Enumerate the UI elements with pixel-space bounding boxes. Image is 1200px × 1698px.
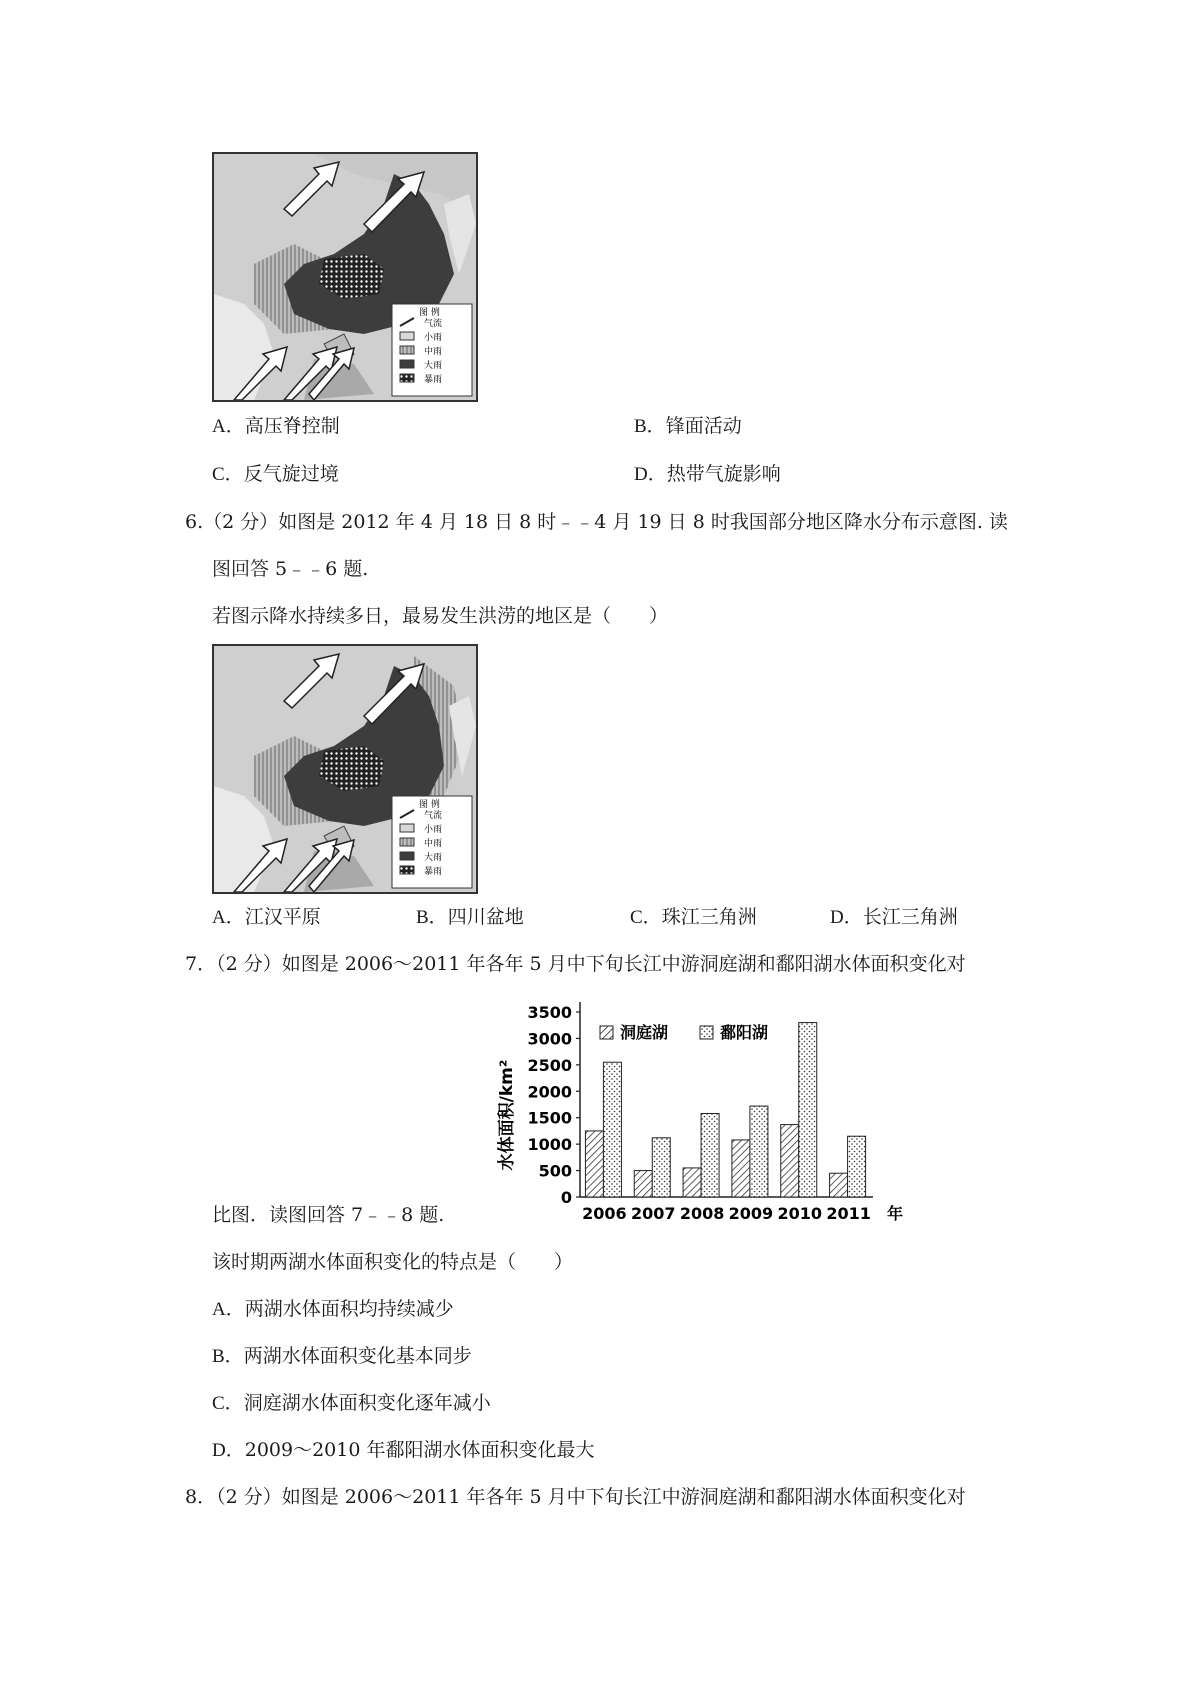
q7-option-c-text: 洞庭湖水体面积变化逐年减小: [243, 1392, 491, 1414]
q5-legend-airflow: 气流: [424, 319, 443, 329]
q6-stem-line1: 6.（2 分）如图是 2012 年 4 月 18 日 8 时﹣﹣4 月 19 日 8 时我国部分地区降水分布示意图. 读: [185, 511, 1008, 533]
q5-rainfall-map: [212, 152, 478, 402]
q6-rainfall-map: [212, 644, 478, 894]
chart-y-tick-label: 1500: [527, 1108, 572, 1128]
q5-map-drawing: [214, 154, 476, 400]
q6-map-drawing: [214, 646, 476, 892]
chart-y-tick-label: 0: [560, 1188, 572, 1207]
q6-legend-moderate-rain: 中雨: [424, 839, 443, 849]
q5-legend-rainstorm: 暴雨: [424, 375, 443, 385]
chart-bar-poyang-2006: [603, 1062, 621, 1197]
q6-option-a[interactable]: [212, 905, 321, 930]
q5-map-legend: [392, 304, 472, 396]
q6-stem-line2: 图回答 5﹣﹣6 题.: [212, 558, 369, 580]
chart-bar-poyang-2007: [652, 1138, 670, 1197]
q6-legend-light-rain: 小雨: [424, 825, 443, 835]
chart-x-tick-label: 2006: [582, 1204, 627, 1223]
chart-x-tick-label: 2008: [679, 1204, 725, 1223]
q5-legend-light-rain: 小雨: [424, 333, 443, 343]
q5-option-d[interactable]: [634, 462, 781, 487]
chart-bar-poyang-2009: [750, 1106, 768, 1197]
q7-option-b[interactable]: [212, 1344, 472, 1369]
q7-option-a-text: 两湖水体面积均持续减少: [244, 1298, 454, 1320]
q7-option-b-text: 两湖水体面积变化基本同步: [243, 1345, 472, 1367]
q6-option-a-label: A．: [212, 907, 245, 928]
q5-legend-title: 图 例: [419, 308, 440, 318]
q6-option-d-label: D．: [830, 907, 863, 928]
q5-option-a[interactable]: [212, 414, 340, 439]
q5-option-b[interactable]: [634, 414, 742, 439]
chart-y-tick-label: 3000: [527, 1029, 572, 1049]
q6-option-a-text: 江汉平原: [244, 906, 321, 928]
chart-legend-label-dongting: 洞庭湖: [620, 1023, 669, 1042]
q5-option-a-label: A．: [212, 416, 245, 437]
q7-option-d-text: 2009～2010 年鄱阳湖水体面积变化最大: [244, 1439, 595, 1461]
q6-option-d-text: 长江三角洲: [862, 906, 958, 928]
chart-x-tick-label: 2010: [777, 1204, 823, 1223]
q7-option-a-label: A．: [212, 1299, 245, 1320]
chart-bar-dongting-2010: [781, 1125, 799, 1197]
q6-question: 若图示降水持续多日，最易发生洪涝的地区是（ ）: [212, 605, 669, 627]
q5-option-b-text: 锋面活动: [665, 415, 742, 437]
q6-option-d[interactable]: [830, 905, 958, 930]
q7-option-c[interactable]: [212, 1391, 491, 1416]
q6-option-c-label: C．: [630, 907, 662, 928]
chart-bar-dongting-2007: [634, 1171, 652, 1197]
q6-map-legend: [392, 796, 472, 888]
chart-legend-swatch-dongting: [600, 1026, 613, 1039]
chart-y-axis-label: 水体面积/km²: [497, 1059, 517, 1171]
chart-y-tick-label: 500: [538, 1161, 572, 1181]
chart-bar-dongting-2006: [585, 1131, 603, 1197]
q5-option-b-label: B．: [634, 416, 666, 437]
chart-bar-poyang-2008: [701, 1113, 719, 1197]
q7-question: 该时期两湖水体面积变化的特点是（ ）: [212, 1251, 574, 1273]
chart-y-tick-label: 1000: [527, 1135, 572, 1155]
chart-bar-poyang-2011: [848, 1136, 866, 1197]
q7-option-a[interactable]: [212, 1297, 454, 1322]
chart-legend: [600, 1023, 768, 1042]
q7-option-d[interactable]: [212, 1438, 594, 1463]
chart-bar-dongting-2009: [732, 1140, 750, 1197]
chart-y-tick-label: 2500: [527, 1055, 572, 1075]
q6-option-b-label: B．: [416, 907, 448, 928]
q6-legend-title: 图 例: [419, 800, 440, 810]
q7-stem-line2: 比图．读图回答 7﹣﹣8 题.: [212, 1204, 445, 1226]
chart-y-tick-label: 3500: [527, 1003, 572, 1022]
chart-x-tick-label: 2007: [630, 1204, 676, 1223]
q6-option-c[interactable]: [630, 905, 757, 930]
q7-option-d-label: D．: [212, 1440, 245, 1461]
q5-option-a-text: 高压脊控制: [244, 415, 340, 437]
q6-option-c-text: 珠江三角洲: [661, 906, 757, 928]
q5-option-d-text: 热带气旋影响: [666, 463, 781, 485]
q6-legend-rainstorm: 暴雨: [424, 867, 443, 877]
q5-option-c-text: 反气旋过境: [243, 463, 339, 485]
chart-x-unit: 年: [886, 1204, 904, 1223]
chart-x-tick-label: 2009: [728, 1204, 774, 1223]
q7-option-b-label: B．: [212, 1346, 244, 1367]
q5-option-c-label: C．: [212, 464, 244, 485]
chart-legend-swatch-poyang: [700, 1026, 713, 1039]
chart-y-tick-label: 2000: [527, 1082, 572, 1102]
q6-option-b-text: 四川盆地: [447, 906, 524, 928]
chart-bar-poyang-2010: [799, 1023, 817, 1197]
chart-legend-label-poyang: 鄱阳湖: [720, 1023, 769, 1042]
q7-option-c-label: C．: [212, 1393, 244, 1414]
chart-x-tick-label: 2011: [826, 1204, 871, 1223]
q5-option-c[interactable]: [212, 462, 339, 487]
q6-legend-heavy-rain: 大雨: [424, 853, 443, 863]
q7-stem-line1: 7．（2 分）如图是 2006～2011 年各年 5 月中下旬长江中游洞庭湖和鄱阳湖水体面积变化对: [185, 953, 966, 975]
q6-option-b[interactable]: [416, 905, 524, 930]
q8-stem-line1: 8．（2 分）如图是 2006～2011 年各年 5 月中下旬长江中游洞庭湖和鄱阳湖水体面积变化对: [185, 1486, 966, 1508]
q5-legend-moderate-rain: 中雨: [424, 347, 443, 357]
q6-legend-airflow: 气流: [424, 811, 443, 821]
chart-bar-dongting-2011: [830, 1173, 848, 1197]
chart-bar-dongting-2008: [683, 1168, 701, 1197]
lake-area-bar-chart: [488, 990, 958, 1230]
q5-option-d-label: D．: [634, 464, 667, 485]
q5-legend-heavy-rain: 大雨: [424, 361, 443, 371]
